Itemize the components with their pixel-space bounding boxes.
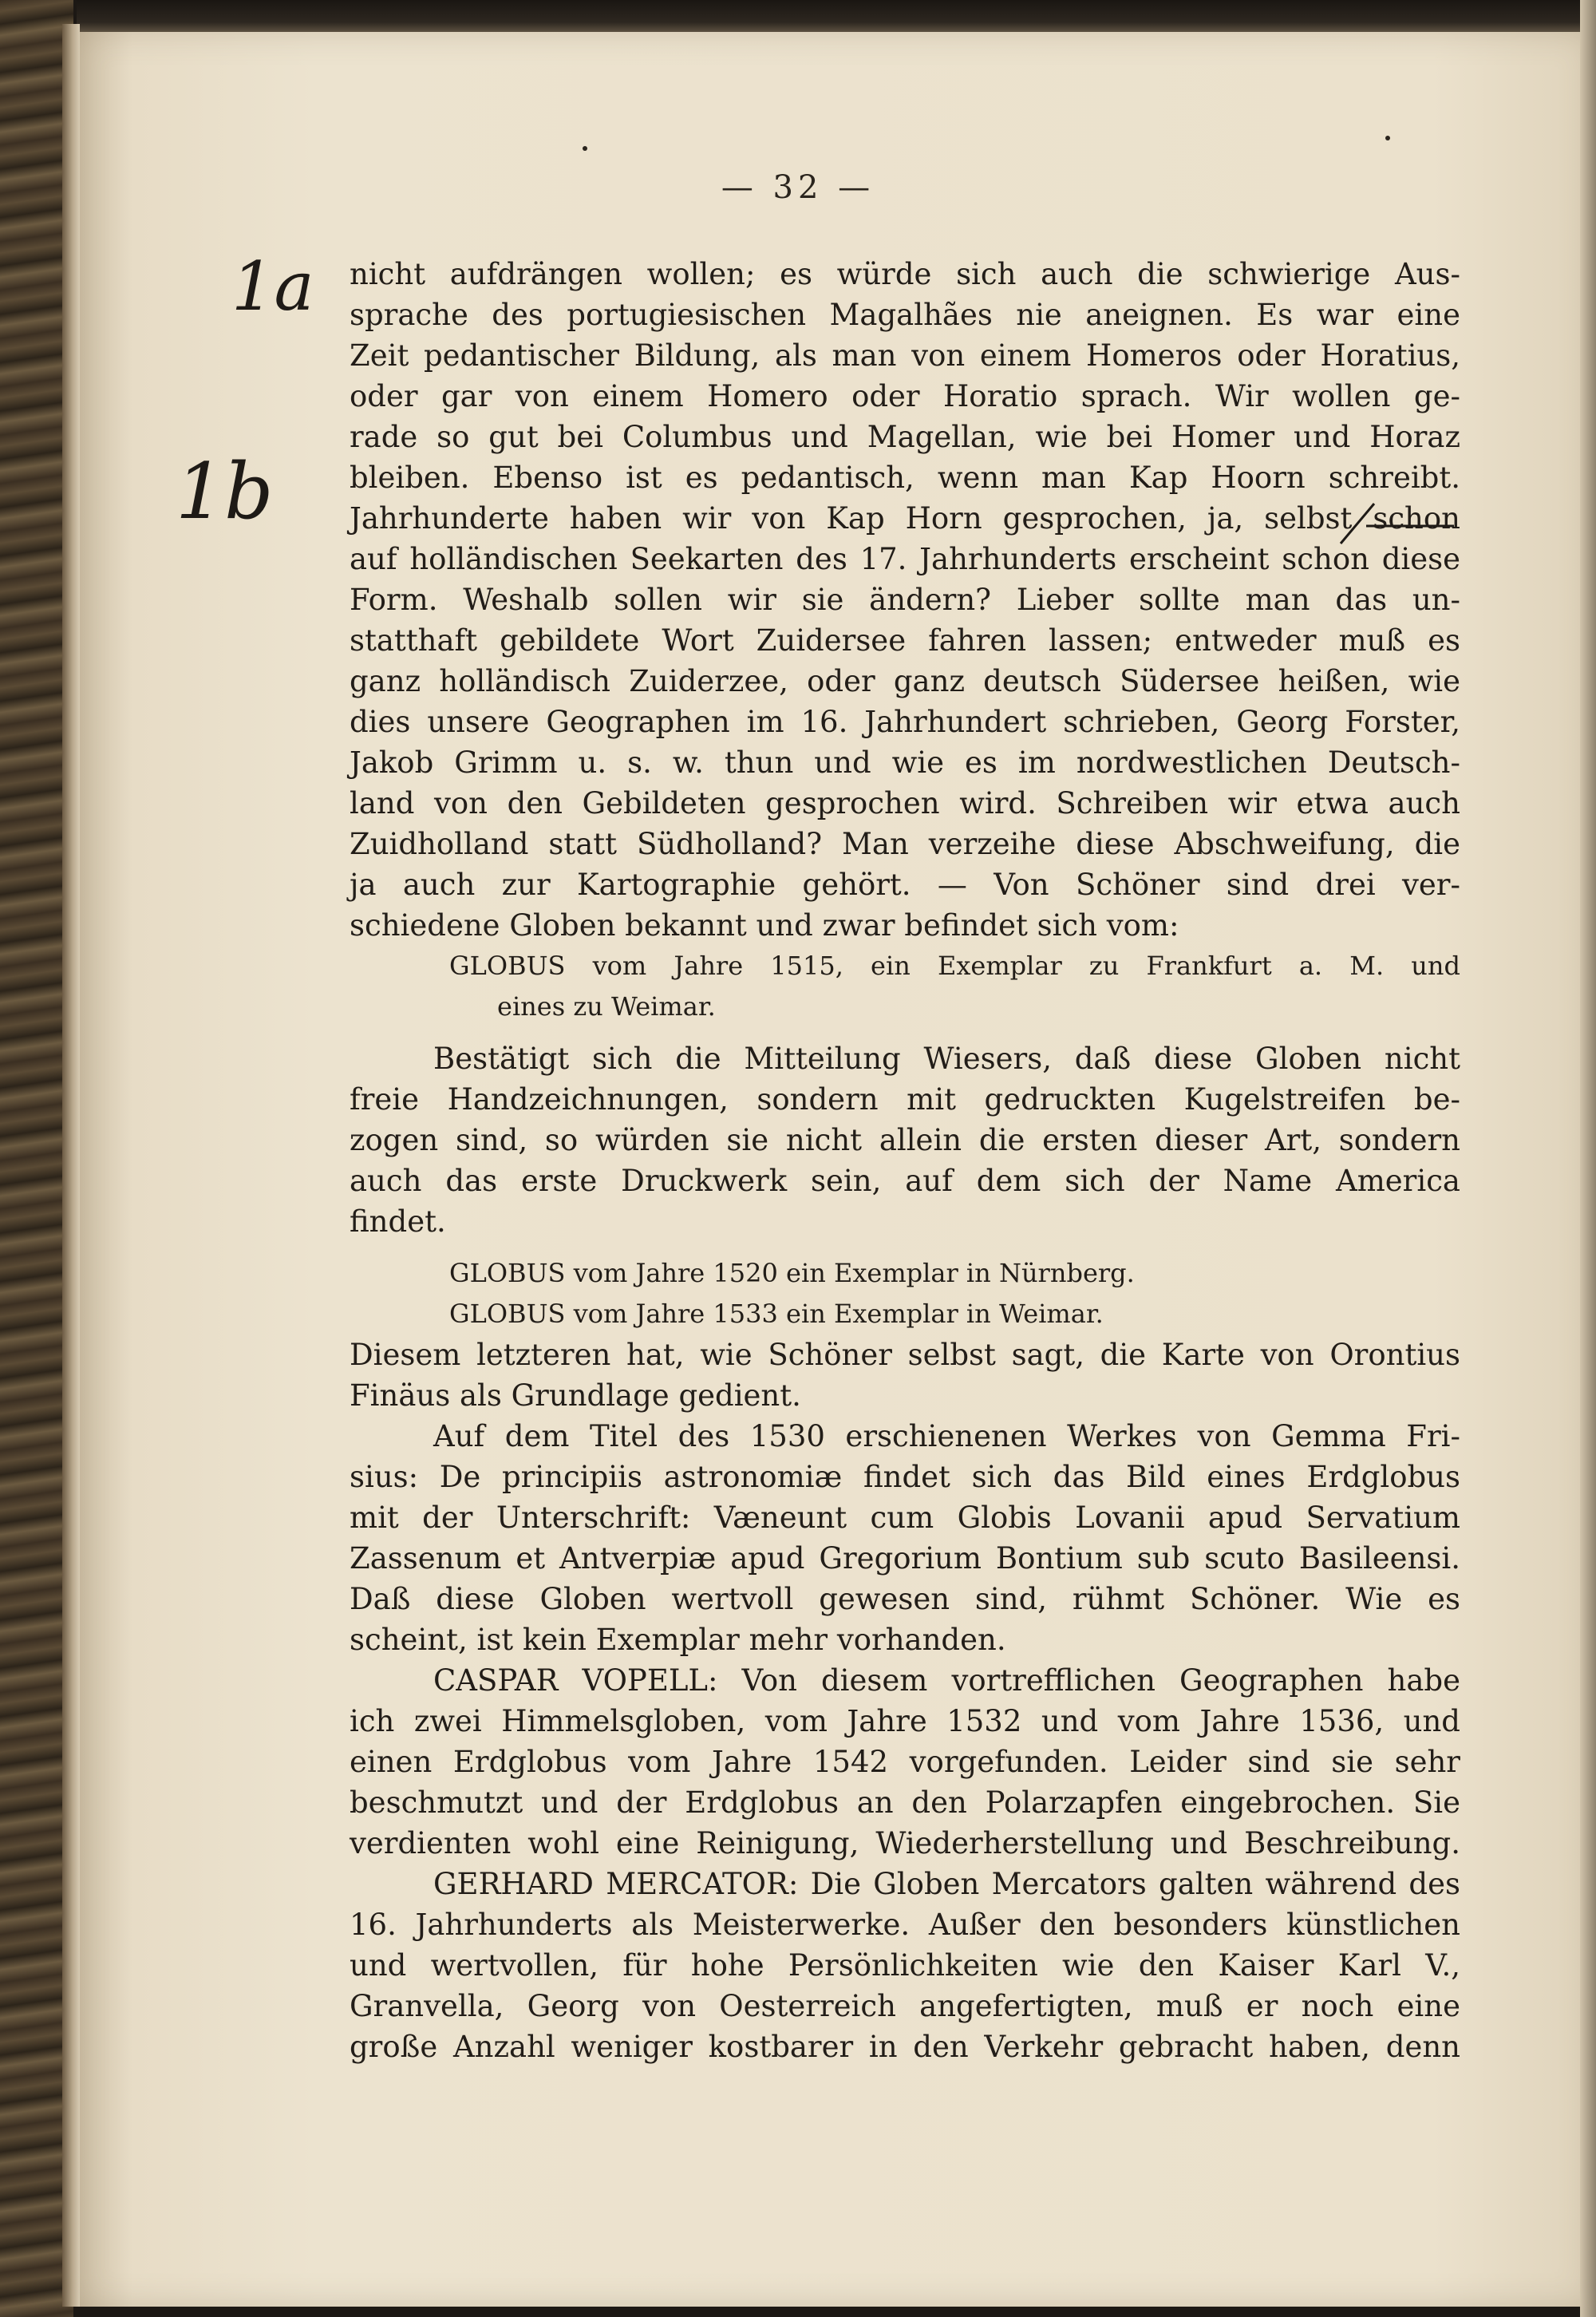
- text-line: land von den Gebildeten gesprochen wird. Schreiben wir etwa auch: [350, 786, 1460, 820]
- text-line: ja auch zur Kartographie gehört. — Von Schöner sind drei ver-: [350, 868, 1460, 902]
- text-line: scheint, ist kein Exemplar mehr vorhanden.: [350, 1623, 1006, 1657]
- text-line: auch das erste Druckwerk sein, auf dem sich der Name America: [350, 1164, 1460, 1198]
- text-line: sius: De principiis astronomiæ findet sich das Bild eines Erdglobus: [350, 1460, 1460, 1494]
- text-line: oder gar von einem Homero oder Horatio sprach. Wir wollen ge-: [350, 379, 1460, 413]
- text-line: statthaft gebildete Wort Zuidersee fahren lassen; entweder muß es: [350, 623, 1460, 658]
- page-top-shadow: [77, 0, 1596, 32]
- text-line: 16. Jahrhunderts als Meisterwerke. Außer den besonders künstlichen: [350, 1908, 1460, 1942]
- text-line: ich zwei Himmelsgloben, vom Jahre 1532 und vom Jahre 1536, und: [350, 1704, 1460, 1738]
- text-line: Daß diese Globen wertvoll gewesen sind, rühmt Schöner. Wie es: [350, 1582, 1460, 1616]
- text-line: eines zu Weimar.: [497, 991, 716, 1022]
- text-line: einen Erdglobus vom Jahre 1542 vorgefunden. Leider sind sie sehr: [350, 1745, 1460, 1779]
- text-line: Auf dem Titel des 1530 erschienenen Werkes von Gemma Fri-: [433, 1419, 1460, 1453]
- text-line: beschmutzt und der Erdglobus an den Polarzapfen eingebrochen. Sie: [350, 1785, 1460, 1820]
- text-line: auf holländischen Seekarten des 17. Jahrhunderts erscheint schon diese: [350, 542, 1460, 576]
- page-number: — 32 —: [721, 169, 875, 206]
- text-line: GERHARD MERCATOR: Die Globen Mercators galten während des: [433, 1867, 1460, 1901]
- text-line: GLOBUS vom Jahre 1533 ein Exemplar in Weimar.: [449, 1299, 1104, 1329]
- text-line: Diesem letzteren hat, wie Schöner selbst sagt, die Karte von Orontius: [350, 1338, 1460, 1372]
- page-gutter: [62, 24, 80, 2307]
- text-line: große Anzahl weniger kostbarer in den Verkehr gebracht haben, denn: [350, 2030, 1460, 2064]
- text-line: bleiben. Ebenso ist es pedantisch, wenn man Kap Hoorn schreibt.: [350, 461, 1460, 495]
- text-line: und wertvollen, für hohe Persönlichkeiten wie den Kaiser Karl V.,: [350, 1948, 1460, 1983]
- text-line: rade so gut bei Columbus und Magellan, wie bei Homer und Horaz: [350, 420, 1460, 454]
- text-line: GLOBUS vom Jahre 1520 ein Exemplar in Nürnberg.: [449, 1258, 1135, 1288]
- paragraph-gap: [350, 1027, 1460, 1038]
- ink-speck: [1385, 136, 1390, 140]
- text-line: CASPAR VOPELL: Von diesem vortrefflichen Geographen habe: [433, 1663, 1460, 1698]
- page-right-edge: [1580, 0, 1596, 2317]
- text-line: Zeit pedantischer Bildung, als man von einem Homeros oder Horatius,: [350, 338, 1460, 373]
- text-line: mit der Unterschrift: Væneunt cum Globis Lovanii apud Servatium: [350, 1501, 1460, 1535]
- text-line: Jakob Grimm u. s. w. thun und wie es im nordwestlichen Deutsch-: [350, 745, 1460, 780]
- text-line: schiedene Globen bekannt und zwar befindet sich vom:: [350, 908, 1179, 943]
- text-line: nicht aufdrängen wollen; es würde sich auch die schwierige Aus-: [350, 257, 1460, 291]
- text-line: Form. Weshalb sollen wir sie ändern? Lieber sollte man das un-: [350, 583, 1460, 617]
- margin-note-1a: 1a: [231, 247, 314, 326]
- text-line: ganz holländisch Zuiderzee, oder ganz deutsch Südersee heißen, wie: [350, 664, 1460, 698]
- text-line: Jahrhunderte haben wir von Kap Horn gesprochen, ja, selbst schon: [350, 501, 1460, 536]
- text-line: verdienten wohl eine Reinigung, Wiederherstellung und Beschreibung.: [350, 1826, 1460, 1860]
- text-line: freie Handzeichnungen, sondern mit gedruckten Kugelstreifen be-: [350, 1082, 1460, 1117]
- margin-note-1b: 1b: [176, 447, 274, 536]
- text-line: Granvella, Georg von Oesterreich angefertigten, muß er noch eine: [350, 1989, 1460, 2023]
- paragraph-gap: [350, 1242, 1460, 1253]
- ink-speck: [583, 146, 587, 151]
- text-line: Finäus als Grundlage gedient.: [350, 1378, 801, 1413]
- body-text: [350, 254, 1460, 2067]
- text-line: sprache des portugiesischen Magalhães nie aneignen. Es war eine: [350, 298, 1460, 332]
- text-line: Bestätigt sich die Mitteilung Wiesers, daß diese Globen nicht: [433, 1042, 1460, 1076]
- text-line: GLOBUS vom Jahre 1515, ein Exemplar zu Frankfurt a. M. und: [449, 951, 1460, 981]
- text-line: dies unsere Geographen im 16. Jahrhundert schrieben, Georg Forster,: [350, 705, 1460, 739]
- text-line: Zassenum et Antverpiæ apud Gregorium Bontium sub scuto Basileensi.: [350, 1541, 1460, 1576]
- text-line: zogen sind, so würden sie nicht allein die ersten dieser Art, sondern: [350, 1123, 1460, 1157]
- text-line: findet.: [350, 1204, 446, 1239]
- text-line: Zuidholland statt Südholland? Man verzeihe diese Abschweifung, die: [350, 827, 1460, 861]
